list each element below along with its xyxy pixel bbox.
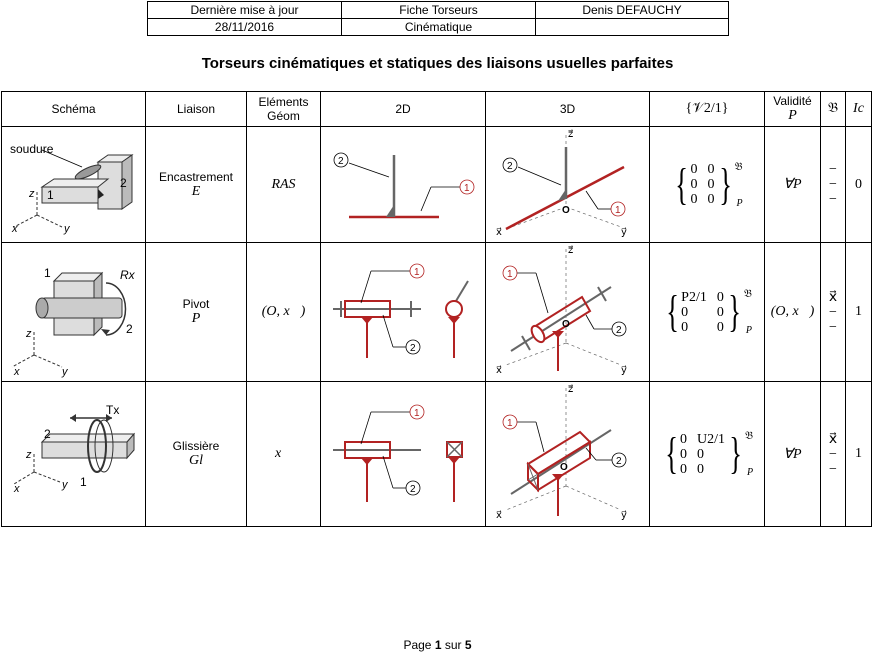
axis-x: x xyxy=(12,223,18,235)
page-footer xyxy=(0,638,875,652)
matrix-cell: 0 xyxy=(716,319,724,335)
matrix-point: P xyxy=(736,197,743,209)
drawing-2d-pivot xyxy=(321,243,486,382)
label-o: O xyxy=(562,319,570,330)
matrix-point: P xyxy=(746,467,754,478)
label-two: 2 xyxy=(120,176,127,190)
matrix-cell: 0 xyxy=(681,319,689,335)
axis-y-3d: y⃗ xyxy=(621,227,627,238)
sheet-name: Fiche Torseurs xyxy=(342,2,536,19)
schema-pivot xyxy=(2,243,146,382)
axis-z-3d: z⃗ xyxy=(568,384,574,395)
matrix-cell: 0 xyxy=(680,461,688,477)
matrix-cell: 0 xyxy=(690,192,698,207)
drawing-3d-pivot xyxy=(486,243,650,382)
validity-glissiere: ∀P xyxy=(765,382,821,527)
liaison-name: Pivot xyxy=(182,297,210,311)
matrix-cell: 0 xyxy=(707,162,715,177)
validity-encastrement: ∀P xyxy=(765,127,821,243)
row-glissiere xyxy=(2,382,872,527)
label-part-two: 2 xyxy=(338,156,344,167)
col-3d: 3D xyxy=(486,92,650,127)
matrix-base: 𝔅 xyxy=(734,160,743,173)
drawing-2d-glissiere xyxy=(321,382,486,527)
label-soudure: soudure xyxy=(10,142,54,156)
liaison-encastrement xyxy=(146,127,247,243)
torseur-matrix: { P2/1 0 0 0 0 0 } 𝔅 P xyxy=(666,287,752,336)
row-pivot xyxy=(2,243,872,382)
diagram-2d-pivot xyxy=(321,243,485,378)
base-entry: − xyxy=(829,177,837,192)
matrix-cell: 0 xyxy=(707,177,715,192)
base-entry: − xyxy=(829,304,837,320)
elements-encastrement: RAS xyxy=(247,127,321,243)
empty-cell xyxy=(536,19,729,36)
col-validite xyxy=(765,92,821,127)
diagram-3d-glissiere xyxy=(486,382,649,523)
base-entry: x⃗ xyxy=(828,289,838,305)
base-glissiere xyxy=(821,382,846,527)
col-2d: 2D xyxy=(321,92,486,127)
diagram-2d-glissiere xyxy=(321,382,485,523)
label-tx: Tx xyxy=(106,403,120,417)
label-o: O xyxy=(560,462,568,473)
label-one: 1 xyxy=(47,188,54,202)
col-validite-line2: P xyxy=(788,108,797,123)
matrix-cell: 0 xyxy=(690,177,698,192)
axis-y: y xyxy=(64,223,70,235)
base-entry: − xyxy=(829,319,837,335)
matrix-base: 𝔅 xyxy=(745,430,754,442)
matrix-cell: 0 xyxy=(716,304,724,320)
drawing-2d-encastrement xyxy=(321,127,486,243)
label-part-one: 1 xyxy=(414,267,420,278)
col-liaison: Liaison xyxy=(146,92,247,127)
update-date: 28/11/2016 xyxy=(148,19,342,36)
page-title: Torseurs cinématiques et statiques des liaisons usuelles parfaites xyxy=(201,55,674,72)
matrix-cell: U2/1 xyxy=(697,431,726,447)
schema-encastrement-drawing xyxy=(2,127,145,239)
base-entry: − xyxy=(829,461,837,477)
axis-x: x xyxy=(14,483,20,495)
base-encastrement xyxy=(821,127,846,243)
col-validite-line1: Validité xyxy=(773,94,812,108)
axis-y-3d: y⃗ xyxy=(621,510,627,521)
liaison-symbol: E xyxy=(191,183,201,199)
matrix-point: P xyxy=(745,325,752,336)
matrix-cell: 0 xyxy=(680,431,688,447)
matrix-cell: 0 xyxy=(707,192,715,207)
matrix-cell: 0 xyxy=(716,289,724,305)
axis-z-3d: z⃗ xyxy=(568,129,574,140)
label-o: O xyxy=(562,205,570,216)
schema-pivot-drawing xyxy=(2,243,145,378)
axis-x-3d: x⃗ xyxy=(496,510,502,521)
label-part-one-3d: 1 xyxy=(507,269,513,280)
footer-prefix: Page xyxy=(403,638,435,652)
label-one: 1 xyxy=(44,266,51,280)
base-entry: − xyxy=(829,192,837,207)
drawing-3d-glissiere xyxy=(486,382,650,527)
axis-z: z xyxy=(26,449,32,461)
col-torseur: {𝒱2/1} xyxy=(650,92,765,127)
label-part-one: 1 xyxy=(414,408,420,419)
label-part-one: 1 xyxy=(464,183,470,194)
liaison-symbol: P xyxy=(191,311,201,326)
base-entry: x⃗ xyxy=(828,431,838,447)
axis-z-3d: z⃗ xyxy=(568,245,574,256)
axis-z: z xyxy=(29,188,35,200)
matrix-cell: 0 xyxy=(681,304,689,320)
axis-y-3d: y⃗ xyxy=(621,365,627,376)
table-header-row xyxy=(2,92,872,127)
liaison-name: Encastrement xyxy=(158,169,234,184)
matrix-cell: 0 xyxy=(697,461,705,477)
torseur-matrix: { 0 0 0 0 0 0 } 𝔅 P xyxy=(675,159,743,209)
elements-pivot: (O, x⃗) xyxy=(247,243,321,382)
base-entry: − xyxy=(829,162,837,177)
page-number: 1 xyxy=(434,638,442,652)
liaison-pivot xyxy=(146,243,247,382)
col-ic: Ic xyxy=(846,92,872,127)
schema-glissiere-drawing xyxy=(2,382,145,523)
validity-pivot: (O, x⃗) xyxy=(765,243,821,382)
author-name: Denis DEFAUCHY xyxy=(536,2,729,19)
label-two: 2 xyxy=(44,427,51,441)
liaison-name: Glissière xyxy=(172,439,220,453)
liaison-symbol: Gl xyxy=(189,453,203,468)
col-elements-line1: Eléments xyxy=(258,95,309,109)
label-part-one-3d: 1 xyxy=(507,418,513,429)
label-one: 1 xyxy=(80,475,87,489)
col-base: 𝔅 xyxy=(821,92,846,127)
torseur-matrix: { 0 U2/1 0 0 0 0 } 𝔅 P xyxy=(665,429,754,478)
label-part-two-3d: 2 xyxy=(616,325,622,336)
label-part-two: 2 xyxy=(410,343,416,354)
ic-glissiere: 1 xyxy=(846,382,872,527)
page-total: 5 xyxy=(464,638,472,652)
drawing-3d-encastrement xyxy=(486,127,650,243)
schema-glissiere xyxy=(2,382,146,527)
label-two: 2 xyxy=(126,322,133,336)
diagram-3d-encastrement xyxy=(486,127,649,239)
col-elements xyxy=(247,92,321,127)
axis-z: z xyxy=(26,328,32,340)
label-part-two-3d: 2 xyxy=(507,161,513,172)
updated-label: Dernière mise à jour xyxy=(148,2,342,19)
axis-y: y xyxy=(62,479,68,491)
label-part-two-3d: 2 xyxy=(616,456,622,467)
liaisons-table xyxy=(1,91,872,527)
label-part-two: 2 xyxy=(410,484,416,495)
diagram-2d-encastrement xyxy=(321,127,485,239)
label-part-one-3d: 1 xyxy=(615,205,621,216)
base-pivot xyxy=(821,243,846,382)
schema-encastrement xyxy=(2,127,146,243)
matrix-cell: P2/1 xyxy=(681,289,707,305)
header-table xyxy=(147,1,729,36)
axis-x: x xyxy=(14,366,20,378)
elements-glissiere: x⃗ xyxy=(247,382,321,527)
label-rx: Rx xyxy=(120,268,135,282)
row-encastrement xyxy=(2,127,872,243)
axis-x-3d: x⃗ xyxy=(496,227,502,238)
torseur-pivot xyxy=(650,243,765,382)
matrix-base: 𝔅 xyxy=(743,288,752,300)
subject-name: Cinématique xyxy=(342,19,536,36)
matrix-cell: 0 xyxy=(680,446,688,462)
ic-encastrement: 0 xyxy=(846,127,872,243)
torseur-encastrement xyxy=(650,127,765,243)
matrix-cell: 0 xyxy=(690,162,698,177)
col-schema: Schéma xyxy=(2,92,146,127)
base-entry: − xyxy=(829,446,837,462)
axis-x-3d: x⃗ xyxy=(496,365,502,376)
axis-y: y xyxy=(62,366,68,378)
diagram-3d-pivot xyxy=(486,243,649,378)
col-elements-line2: Géom xyxy=(267,109,300,123)
torseur-glissiere xyxy=(650,382,765,527)
footer-middle: sur xyxy=(441,638,465,652)
ic-pivot: 1 xyxy=(846,243,872,382)
liaison-glissiere xyxy=(146,382,247,527)
matrix-cell: 0 xyxy=(697,446,705,462)
